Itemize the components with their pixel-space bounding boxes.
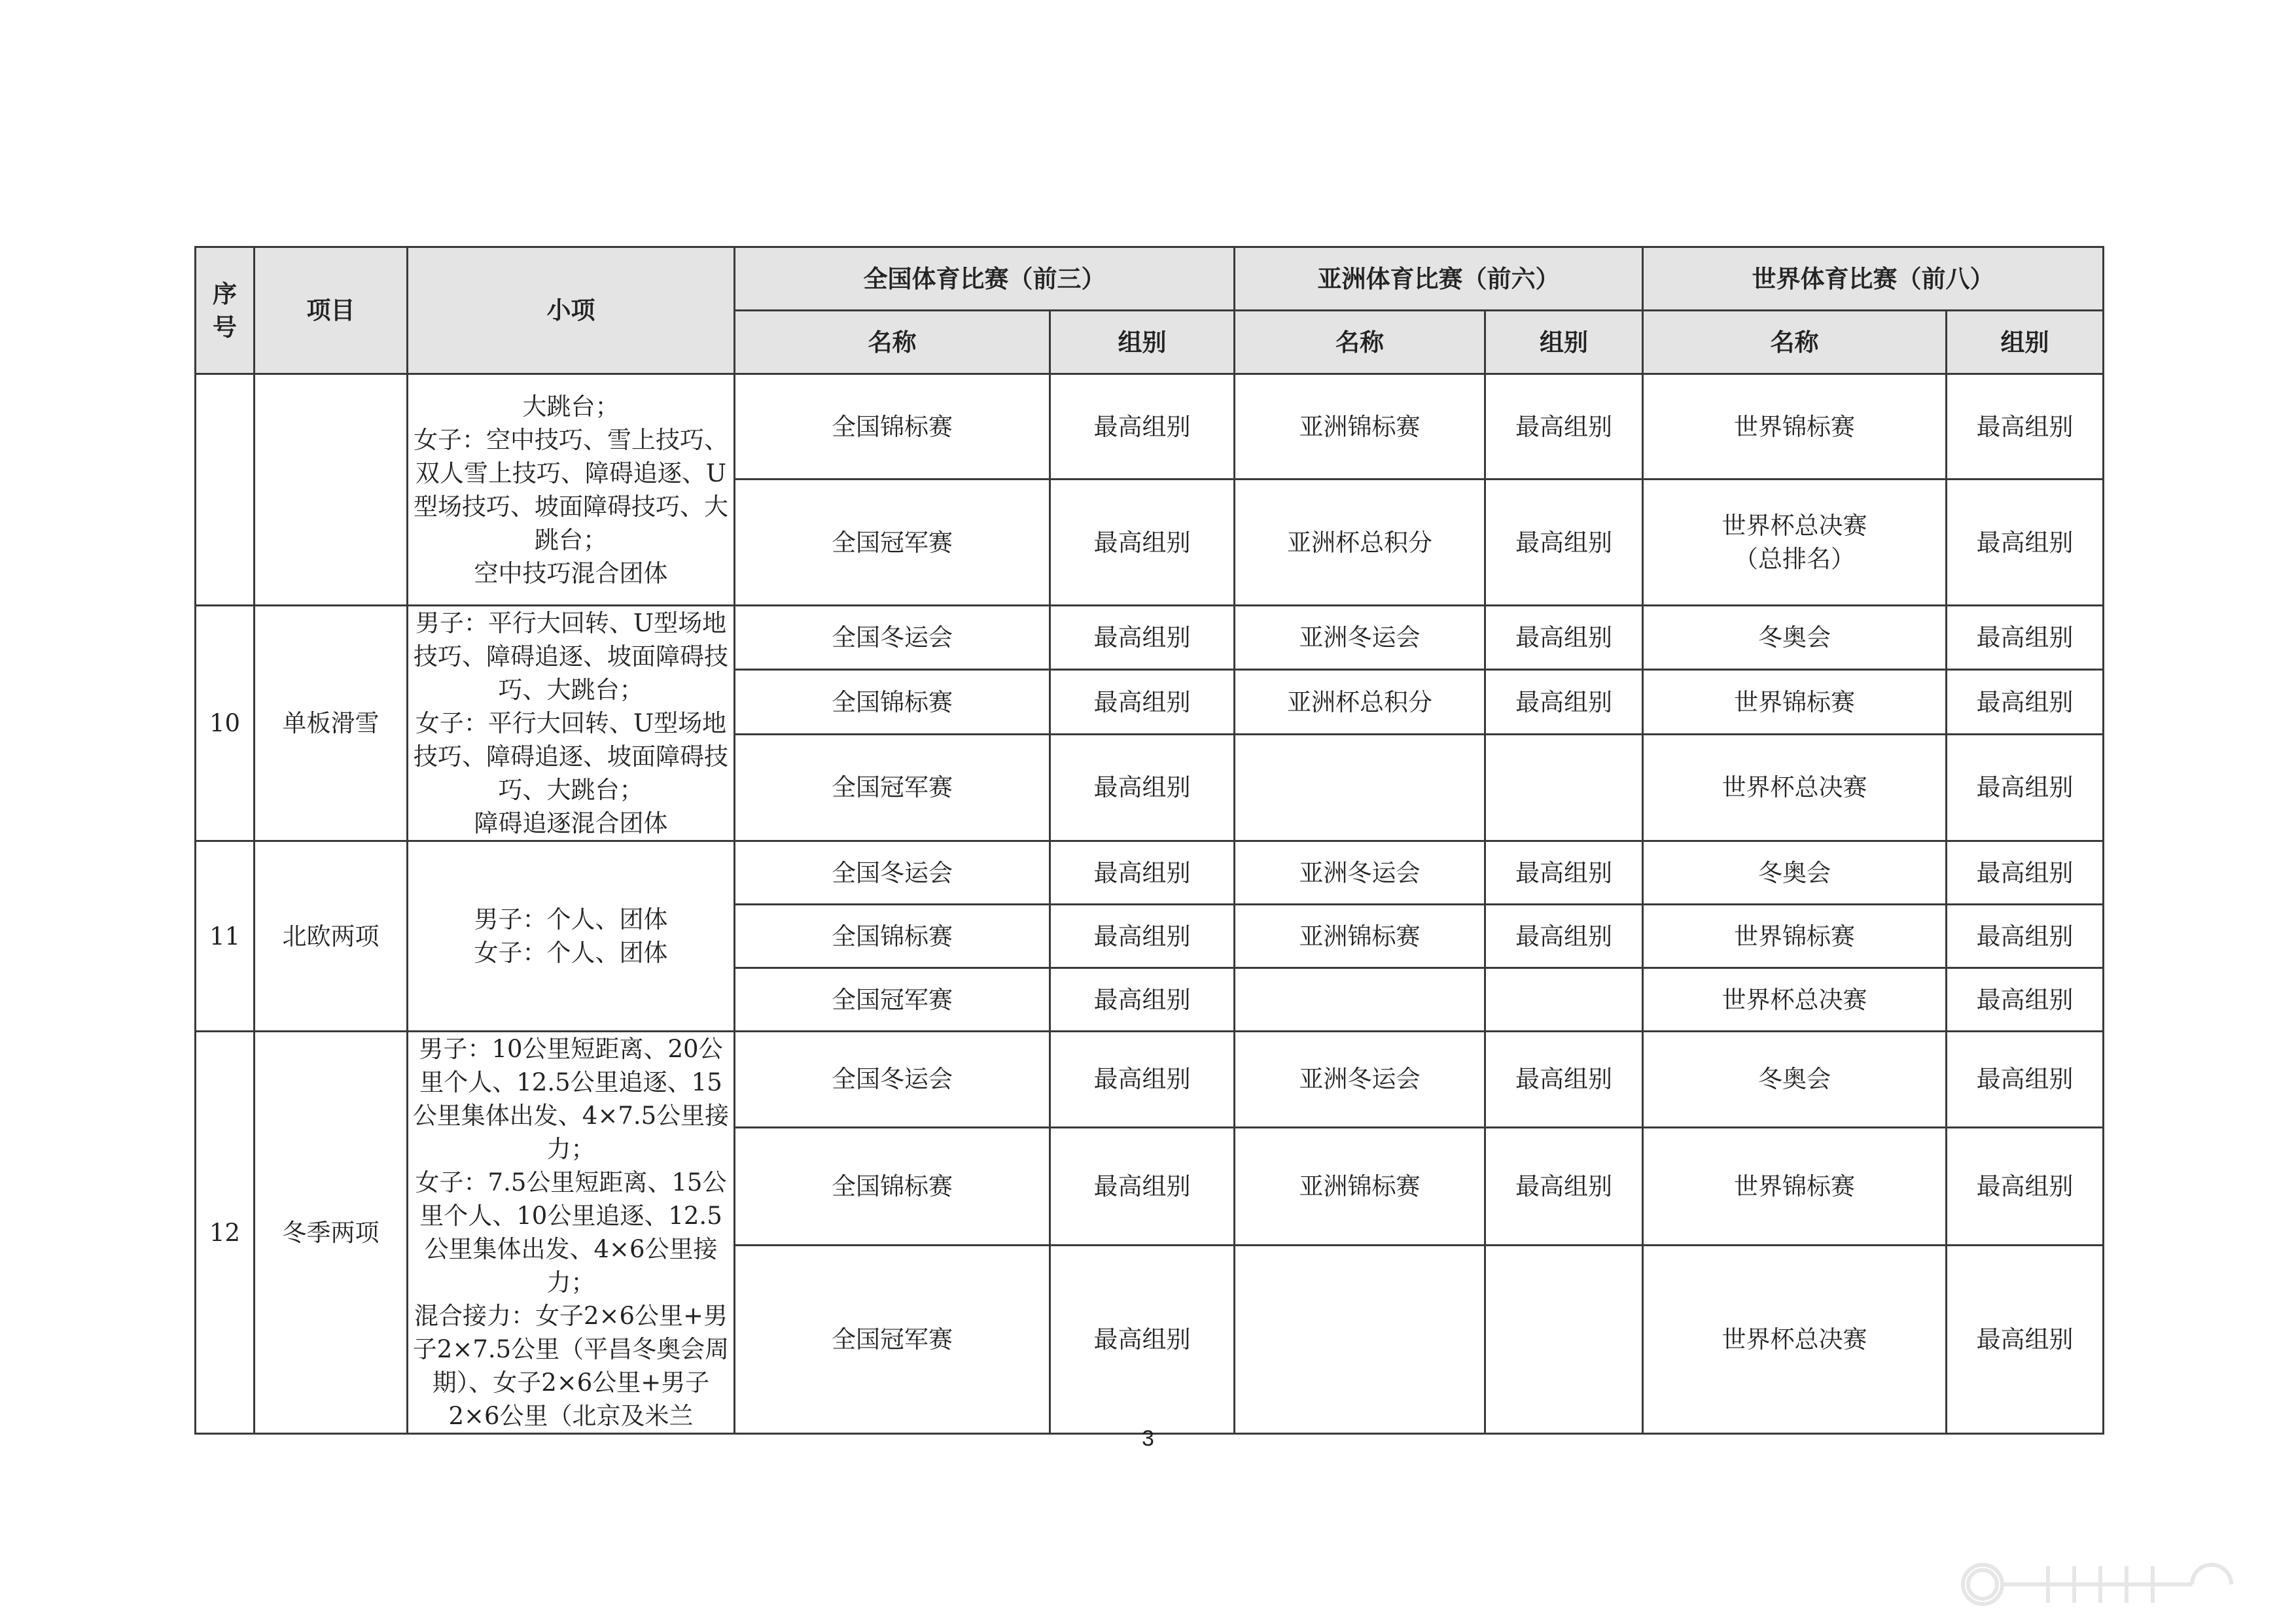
seq-cell — [196, 374, 255, 606]
seq-cell: 12 — [196, 1032, 255, 1434]
national-name: 全国冬运会 — [735, 606, 1050, 670]
asian-group: 最高组别 — [1485, 374, 1643, 480]
asian-name: 亚洲锦标赛 — [1235, 905, 1485, 968]
national-name: 全国锦标赛 — [735, 670, 1050, 734]
watermark-icon — [1956, 1558, 2251, 1611]
national-group: 最高组别 — [1050, 606, 1235, 670]
national-group: 最高组别 — [1050, 374, 1235, 480]
asian-name: 亚洲冬运会 — [1235, 1032, 1485, 1128]
national-group: 最高组别 — [1050, 905, 1235, 968]
table-row — [196, 374, 2104, 480]
asian-group: 最高组别 — [1485, 841, 1643, 905]
sub-item-cell: 男子：平行大回转、U型场地技巧、障碍追逐、坡面障碍技巧、大跳台； 女子：平行大回转、U型场地技巧、障碍追逐、坡面障碍技巧、大跳台； 障碍追逐混合团体 — [408, 606, 735, 841]
header-world: 世界体育比赛（前八） — [1643, 247, 2104, 311]
header-world-group: 组别 — [1947, 311, 2104, 374]
world-group: 最高组别 — [1947, 1032, 2104, 1128]
national-name: 全国冠军赛 — [735, 480, 1050, 606]
world-name: 世界杯总决赛 — [1643, 968, 1947, 1032]
project-cell: 冬季两项 — [255, 1032, 408, 1434]
seq-cell: 10 — [196, 606, 255, 841]
world-name: 世界杯总决赛 — [1643, 1246, 1947, 1434]
world-group: 最高组别 — [1947, 905, 2104, 968]
asian-group: 最高组别 — [1485, 480, 1643, 606]
asian-name: 亚洲杯总积分 — [1235, 480, 1485, 606]
asian-name — [1235, 1246, 1485, 1434]
header-asian-name: 名称 — [1235, 311, 1485, 374]
world-group: 最高组别 — [1947, 480, 2104, 606]
asian-group: 最高组别 — [1485, 1127, 1643, 1246]
sub-item-cell: 男子：个人、团体 女子：个人、团体 — [408, 841, 735, 1032]
world-group: 最高组别 — [1947, 606, 2104, 670]
header-asian-group: 组别 — [1485, 311, 1643, 374]
asian-name — [1235, 968, 1485, 1032]
table-row — [196, 1032, 2104, 1128]
sub-item-cell: 男子：10公里短距离、20公里个人、12.5公里追逐、15公里集体出发、4×7.5公里接力； 女子：7.5公里短距离、15公里个人、10公里追逐、12.5公里集体出发、4×6公里接力； 混合接力：女子2×6公里+男子2×7.5公里（平昌冬奥会周期）、女子2×6公里+男子2×6公里（北京及米兰 — [408, 1032, 735, 1434]
project-cell: 北欧两项 — [255, 841, 408, 1032]
national-group: 最高组别 — [1050, 841, 1235, 905]
project-cell — [255, 374, 408, 606]
world-name: 冬奥会 — [1643, 841, 1947, 905]
national-group: 最高组别 — [1050, 968, 1235, 1032]
national-name: 全国锦标赛 — [735, 374, 1050, 480]
national-group: 最高组别 — [1050, 1127, 1235, 1246]
national-name: 全国冠军赛 — [735, 734, 1050, 841]
world-group: 最高组别 — [1947, 374, 2104, 480]
world-group: 最高组别 — [1947, 1246, 2104, 1434]
sub-item-cell: 大跳台； 女子：空中技巧、雪上技巧、双人雪上技巧、障碍追逐、U型场技巧、坡面障碍技巧、大跳台； 空中技巧混合团体 — [408, 374, 735, 606]
world-group: 最高组别 — [1947, 841, 2104, 905]
project-cell: 单板滑雪 — [255, 606, 408, 841]
national-group: 最高组别 — [1050, 670, 1235, 734]
national-name: 全国冬运会 — [735, 1032, 1050, 1128]
national-group: 最高组别 — [1050, 1032, 1235, 1128]
asian-name: 亚洲锦标赛 — [1235, 1127, 1485, 1246]
national-group: 最高组别 — [1050, 480, 1235, 606]
header-world-name: 名称 — [1643, 311, 1947, 374]
asian-group: 最高组别 — [1485, 606, 1643, 670]
world-group: 最高组别 — [1947, 968, 2104, 1032]
asian-group — [1485, 968, 1643, 1032]
world-name: 冬奥会 — [1643, 606, 1947, 670]
asian-name: 亚洲锦标赛 — [1235, 374, 1485, 480]
world-group: 最高组别 — [1947, 734, 2104, 841]
header-national-name: 名称 — [735, 311, 1050, 374]
national-group: 最高组别 — [1050, 734, 1235, 841]
header-project: 项目 — [255, 247, 408, 374]
header-national: 全国体育比赛（前三） — [735, 247, 1235, 311]
world-name: 世界锦标赛 — [1643, 1127, 1947, 1246]
header-seq: 序号 — [196, 247, 255, 374]
asian-group: 最高组别 — [1485, 670, 1643, 734]
world-name: 世界杯总决赛 — [1643, 734, 1947, 841]
world-group: 最高组别 — [1947, 670, 2104, 734]
page-number: 3 — [1142, 1426, 1154, 1451]
competition-table — [194, 246, 2104, 1435]
national-name: 全国冠军赛 — [735, 968, 1050, 1032]
header-national-group: 组别 — [1050, 311, 1235, 374]
world-group: 最高组别 — [1947, 1127, 2104, 1246]
national-name: 全国冬运会 — [735, 841, 1050, 905]
national-group: 最高组别 — [1050, 1246, 1235, 1434]
header-sub-item: 小项 — [408, 247, 735, 374]
asian-group — [1485, 734, 1643, 841]
world-name: 世界锦标赛 — [1643, 905, 1947, 968]
header-asian: 亚洲体育比赛（前六） — [1235, 247, 1643, 311]
asian-name — [1235, 734, 1485, 841]
table-row — [196, 606, 2104, 670]
world-name: 冬奥会 — [1643, 1032, 1947, 1128]
national-name: 全国冠军赛 — [735, 1246, 1050, 1434]
asian-group — [1485, 1246, 1643, 1434]
national-name: 全国锦标赛 — [735, 905, 1050, 968]
world-name: 世界锦标赛 — [1643, 670, 1947, 734]
national-name: 全国锦标赛 — [735, 1127, 1050, 1246]
seq-cell: 11 — [196, 841, 255, 1032]
asian-name: 亚洲冬运会 — [1235, 841, 1485, 905]
asian-group: 最高组别 — [1485, 1032, 1643, 1128]
asian-name: 亚洲冬运会 — [1235, 606, 1485, 670]
table-row — [196, 841, 2104, 905]
world-name: 世界杯总决赛 （总排名） — [1643, 480, 1947, 606]
asian-name: 亚洲杯总积分 — [1235, 670, 1485, 734]
asian-group: 最高组别 — [1485, 905, 1643, 968]
world-name: 世界锦标赛 — [1643, 374, 1947, 480]
